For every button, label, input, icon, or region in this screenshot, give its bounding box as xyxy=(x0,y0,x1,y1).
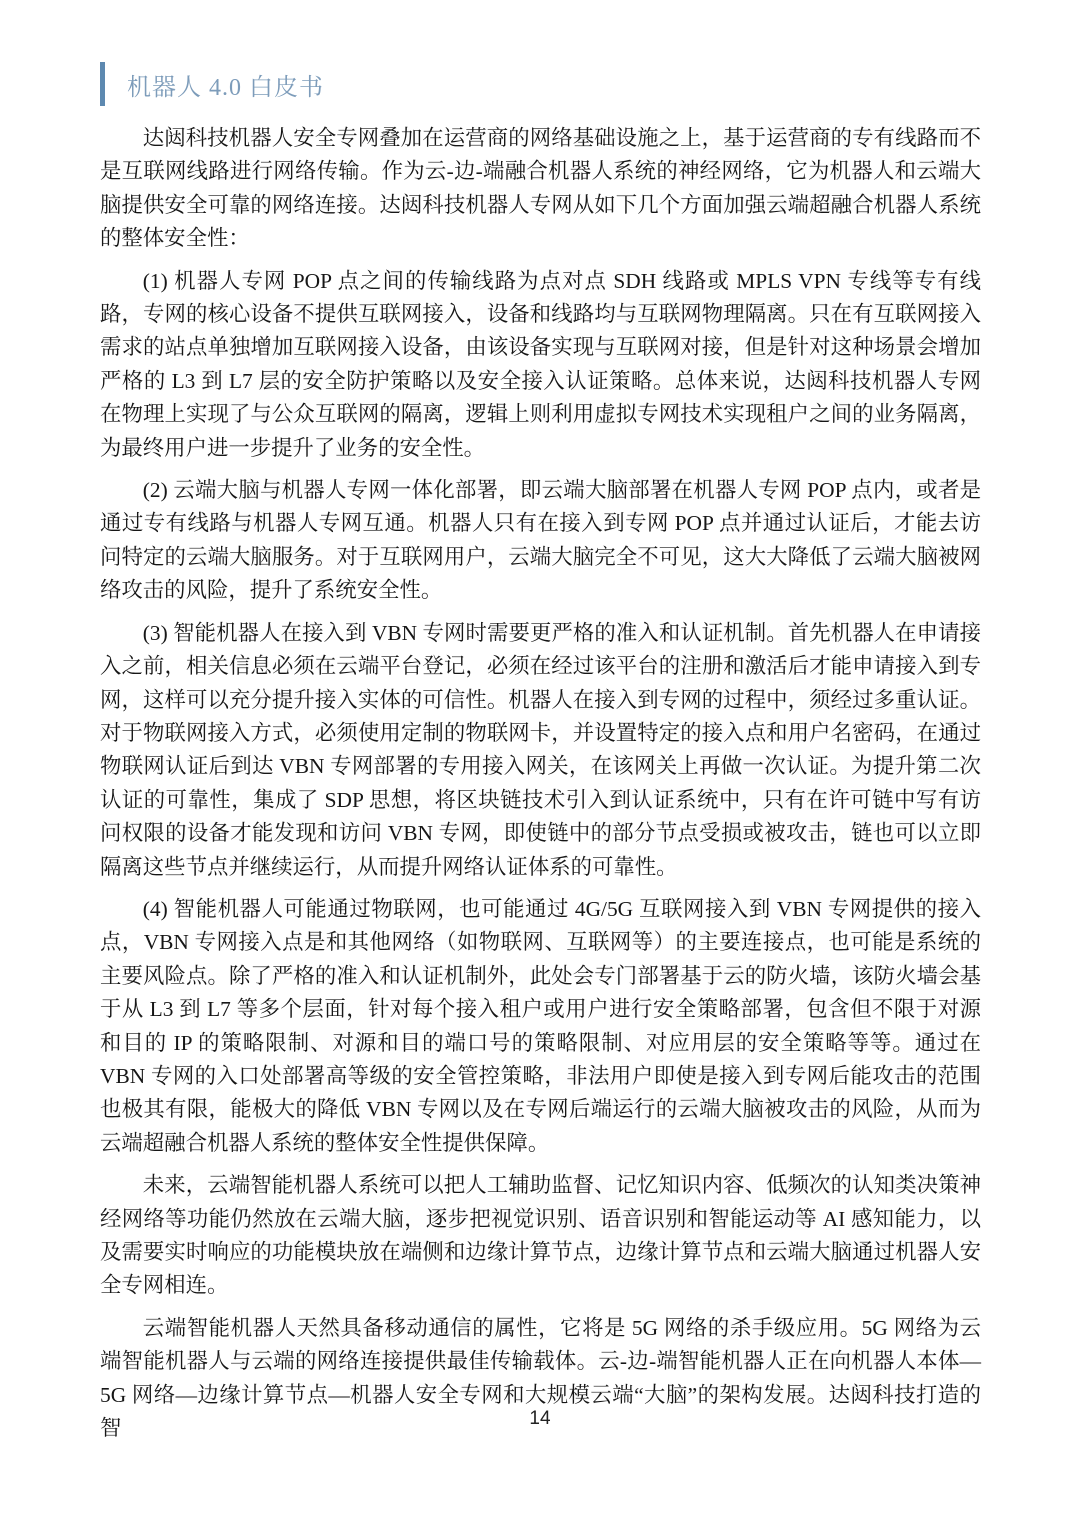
page-header xyxy=(100,62,324,106)
body-paragraph-item-2: (2) 云端大脑与机器人专网一体化部署，即云端大脑部署在机器人专网 POP 点内，或者是通过专有线路与机器人专网互通。机器人只有在接入到专网 POP 点并通过认证后，才能去访问特定的云端大脑服务。对于互联网用户，云端大脑完全不可见，这大大降低了云端大脑被网络攻击的风险，提升了系统安全性。 xyxy=(100,478,981,603)
document-body xyxy=(100,122,981,1454)
body-paragraph-item-4: (4) 智能机器人可能通过物联网，也可能通过 4G/5G 互联网接入到 VBN 专网提供的接入点，VBN 专网接入点是和其他网络（如物联网、互联网等）的主要连接点，也可能是系统的主要风险点。除了严格的准入和认证机制外，此处会专门部署基于云的防火墙，该防火墙会基于从 L3 到 L7 等多个层面，针对每个接入租户或用户进行安全策略部署，包含但不限于对源和目的 IP 的策略限制、对源和目的端口号的策略限制、对应用层的安全策略等等。通过在 VBN 专网的入口处部署高等级的安全管控策略，非法用户即使是接入到专网后能攻击的范围也极其有限，能极大的降低 VBN 专网以及在专网后端运行的云端大脑被攻击的风险，从而为云端超融合机器人系统的整体安全性提供保障。 xyxy=(100,896,981,1155)
page-footer xyxy=(0,1408,1080,1430)
body-paragraph-5g: 云端智能机器人天然具备移动通信的属性，它将是 5G 网络的杀手级应用。5G 网络为云端智能机器人与云端的网络连接提供最佳传输载体。云-边-端智能机器人正在向机器人本体—5G 网络—边缘计算节点—机器人安全专网和大规模云端“大脑”的架构发展。达闼科技打造的智 xyxy=(100,1315,981,1441)
body-paragraph-future: 未来，云端智能机器人系统可以把人工辅助监督、记忆知识内容、低频次的认知类决策神经网络等功能仍然放在云端大脑，逐步把视觉识别、语音识别和智能运动等 AI 感知能力，以及需要实时响应的功能模块放在端侧和边缘计算节点，边缘计算节点和云端大脑通过机器人安全专网相连。 xyxy=(100,1173,981,1298)
header-title: 机器人 4.0 白皮书 xyxy=(127,74,324,101)
header-accent-bar xyxy=(100,62,105,106)
page-number: 14 xyxy=(529,1408,551,1429)
body-paragraph-item-3: (3) 智能机器人在接入到 VBN 专网时需要更严格的准入和认证机制。首先机器人在申请接入之前，相关信息必须在云端平台登记，必须在经过该平台的注册和激活后才能申请接入到专网，这样可以充分提升接入实体的可信性。机器人在接入到专网的过程中，须经过多重认证。对于物联网接入方式，必须使用定制的物联网卡，并设置特定的接入点和用户名密码，在通过物联网认证后到达 VBN 专网部署的专用接入网关，在该网关上再做一次认证。为提升第二次认证的可靠性，集成了 SDP 思想，将区块链技术引入到认证系统中，只有在许可链中写有访问权限的设备才能发现和访问 VBN 专网，即使链中的部分节点受损或被攻击，链也可以立即隔离这些节点并继续运行，从而提升网络认证体系的可靠性。 xyxy=(100,620,981,879)
body-paragraph-intro: 达闼科技机器人安全专网叠加在运营商的网络基础设施之上，基于运营商的专有线路而不是互联网线路进行网络传输。作为云-边-端融合机器人系统的神经网络，它为机器人和云端大脑提供安全可靠的网络连接。达闼科技机器人专网从如下几个方面加强云端超融合机器人系统的整体安全性： xyxy=(100,126,981,251)
body-paragraph-item-1: (1) 机器人专网 POP 点之间的传输线路为点对点 SDH 线路或 MPLS VPN 专线等专有线路，专网的核心设备不提供互联网接入，设备和线路均与互联网物理隔离。只在有互联网接入需求的站点单独增加互联网接入设备，由该设备实现与互联网对接，但是针对这种场景会增加严格的 L3 到 L7 层的安全防护策略以及安全接入认证策略。总体来说，达闼科技机器人专网在物理上实现了与公众互联网的隔离，逻辑上则利用虚拟专网技术实现租户之间的业务隔离，为最终用户进一步提升了业务的安全性。 xyxy=(100,268,981,460)
